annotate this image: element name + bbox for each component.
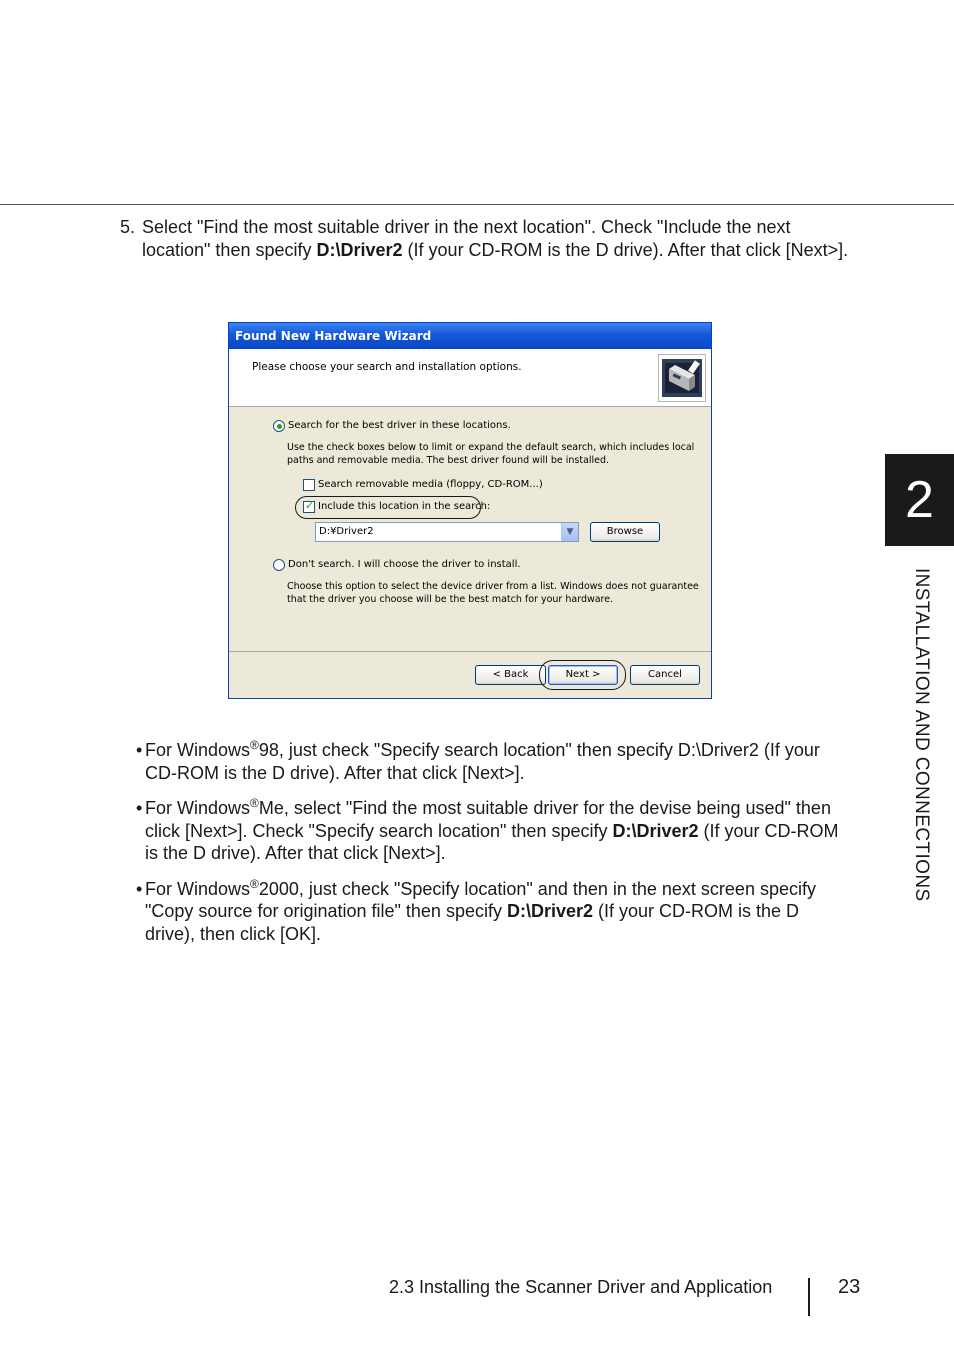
location-combobox[interactable] (315, 522, 579, 542)
dialog-footer (229, 651, 711, 698)
search-best-driver-description: Use the check boxes below to limit or expand the default search, which includes local paths and removable media. The best driver found will be installed. (287, 442, 695, 466)
windows-version-notes (136, 739, 851, 958)
step-number: 5. (120, 217, 136, 237)
chapter-label-text: INSTALLATION AND CONNECTIONS (911, 568, 932, 902)
driver-path: D:\Driver2 (316, 239, 403, 260)
chapter-number-tab: 2 (885, 454, 954, 546)
include-location-label[interactable]: Include this location in the search: (318, 501, 491, 512)
dont-search-description: Choose this option to select the device driver from a list. Windows does not guarantee that the driver you choose will be the best match for your hardware. (287, 581, 699, 605)
dialog-header (229, 349, 711, 407)
browse-button[interactable]: Browse (590, 522, 660, 542)
include-location-checkbox[interactable] (303, 501, 315, 513)
note-windows-2000: • For Windows®2000, just check "Specify location" and then in the next screen specify "Copy source for origination file" then specify D:\Driver2 (If your CD-ROM is the D drive), then click [OK]. (136, 876, 816, 944)
page-number: 23 (838, 1276, 861, 1298)
cancel-button[interactable]: Cancel (630, 665, 700, 685)
dont-search-radio[interactable] (273, 559, 285, 571)
search-best-driver-label[interactable]: Search for the best driver in these locations. (288, 420, 511, 431)
hardware-wizard-icon (658, 354, 706, 402)
dont-search-label[interactable]: Don't search. I will choose the driver to install. (288, 559, 521, 570)
found-new-hardware-wizard-dialog (228, 322, 712, 699)
search-removable-media-label[interactable]: Search removable media (floppy, CD-ROM...) (318, 479, 543, 490)
chevron-down-icon[interactable]: ▼ (561, 523, 578, 541)
dialog-body (229, 407, 711, 651)
search-removable-media-checkbox[interactable] (303, 479, 315, 491)
step-text: Select "Find the most suitable driver in the next location". Check "Include the next location" then specify D:\Driver2 (If your CD-ROM is the D drive). After that click [Next>]. (142, 217, 849, 260)
location-value: D:¥Driver2 (319, 526, 374, 537)
dialog-header-text: Please choose your search and installation options. (252, 361, 522, 373)
footer-section-title: 2.3 Installing the Scanner Driver and Application (389, 1277, 773, 1297)
step-5 (120, 216, 850, 261)
header-rule (0, 204, 954, 205)
next-button[interactable]: Next > (548, 665, 618, 685)
note-windows-98: • For Windows®98, just check "Specify search location" then specify D:\Driver2 (If your CD-ROM is the D drive). After that click [Next>]. (136, 738, 820, 783)
chapter-side-label (905, 568, 935, 948)
note-windows-me: • For Windows®Me, select "Find the most suitable driver for the devise being used" then click [Next>]. Check "Specify search location" then specify D:\Driver2 (If your CD-ROM is the D drive). After that click [Next>]. (136, 796, 839, 863)
search-best-driver-radio[interactable] (273, 420, 285, 432)
dialog-title-bar[interactable]: Found New Hardware Wizard (229, 323, 711, 349)
footer-divider (808, 1278, 810, 1316)
back-button[interactable]: < Back (475, 665, 546, 685)
